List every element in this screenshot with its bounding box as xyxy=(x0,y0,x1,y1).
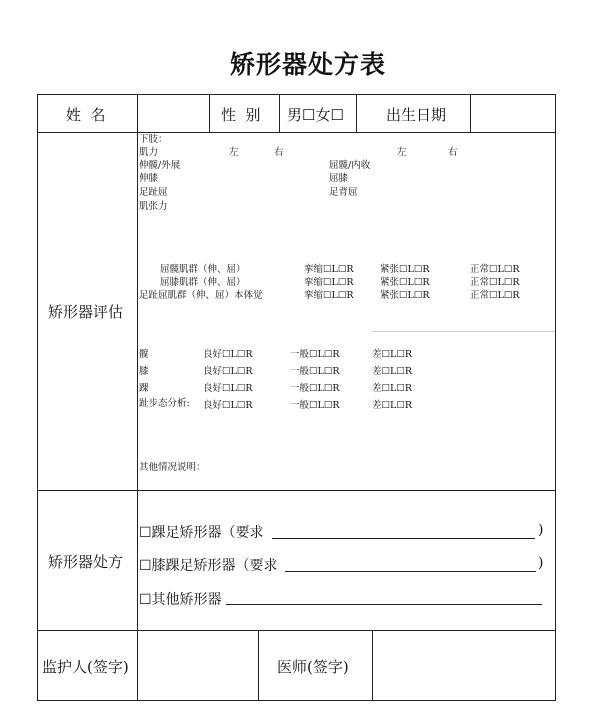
other-notes-label: 其他情况说明： xyxy=(139,462,206,473)
prescription-form-table xyxy=(37,94,556,701)
joint-row-knee-good[interactable]: 良好☐L☐R xyxy=(203,366,253,377)
strength-right-label-2: 右 xyxy=(448,147,458,158)
name-field[interactable] xyxy=(139,95,207,131)
tone-row-knee-tight[interactable]: 紧张☐L☐R xyxy=(380,277,430,288)
gender-label: 性 别 xyxy=(221,106,261,124)
tone-row-hip-tight[interactable]: 紧张☐L☐R xyxy=(380,264,430,275)
hip-flex-add-label: 屈髋/内收 xyxy=(329,160,371,171)
assessment-label: 矫形器评估 xyxy=(48,303,124,321)
doctor-signature-field[interactable] xyxy=(374,631,555,700)
joint-row-knee-fair[interactable]: 一般☐L☐R xyxy=(290,366,340,377)
hip-ext-abd-label: 伸髋/外展 xyxy=(139,160,181,171)
doctor-signature-label: 医师(签字) xyxy=(277,658,349,676)
knee-flex-label: 屈膝 xyxy=(329,173,349,184)
col-divider-birth-value xyxy=(470,94,471,132)
gender-options[interactable]: 男☐女☐ xyxy=(287,106,344,124)
name-label: 姓 名 xyxy=(66,106,106,124)
afo-option[interactable]: ☐踝足矫形器（要求 xyxy=(139,525,264,541)
tone-row-toe-muscle: 足趾屈肌群（伸、屈）本体觉 xyxy=(139,290,263,301)
thin-divider xyxy=(372,331,555,332)
joint-row-hip-label: 髋 xyxy=(139,349,149,360)
tone-row-hip-contracture[interactable]: 挛缩☐L☐R xyxy=(304,264,354,275)
tone-row-knee-normal[interactable]: 正常☐L☐R xyxy=(470,277,520,288)
other-orthosis-option[interactable]: ☐其他矫形器 xyxy=(139,592,222,608)
joint-row-gait-fair[interactable]: 一般☐L☐R xyxy=(290,400,340,411)
afo-requirement-line[interactable] xyxy=(272,538,535,539)
tone-row-knee-muscle: 屈膝肌群（伸、屈） xyxy=(160,277,246,288)
tone-row-hip-muscle: 屈髋肌群（伸、屈） xyxy=(160,264,246,275)
col-divider-gender-label xyxy=(209,94,210,132)
afo-close-paren: ) xyxy=(538,522,544,538)
col-divider-gender-value xyxy=(279,94,280,132)
guardian-signature-label: 监护人(签字) xyxy=(42,658,129,676)
row-divider-header xyxy=(37,132,556,133)
other-orthosis-line[interactable] xyxy=(226,604,542,605)
tone-row-toe-normal[interactable]: 正常☐L☐R xyxy=(470,290,520,301)
toe-flex-label: 足趾屈 xyxy=(139,187,168,198)
strength-right-label: 右 xyxy=(274,147,284,158)
joint-row-knee-poor[interactable]: 差☐L☐R xyxy=(372,366,412,377)
joint-row-ankle-fair[interactable]: 一般☐L☐R xyxy=(290,383,340,394)
ankle-dorsi-label: 足背屈 xyxy=(329,187,358,198)
tone-row-knee-contracture[interactable]: 挛缩☐L☐R xyxy=(304,277,354,288)
tone-row-toe-contracture[interactable]: 挛缩☐L☐R xyxy=(304,290,354,301)
joint-row-hip-fair[interactable]: 一般☐L☐R xyxy=(290,349,340,360)
strength-left-label-2: 左 xyxy=(397,147,407,158)
lower-limb-label: 下肢： xyxy=(139,134,168,145)
joint-row-gait-label: 趾步态分析: xyxy=(139,398,190,409)
joint-row-hip-poor[interactable]: 差☐L☐R xyxy=(372,349,412,360)
col-divider-birth-label xyxy=(356,94,357,132)
joint-row-ankle-good[interactable]: 良好☐L☐R xyxy=(203,383,253,394)
kafo-option[interactable]: ☐膝踝足矫形器（要求 xyxy=(139,558,278,574)
col-divider-doctor-value xyxy=(372,630,373,701)
joint-row-knee-label: 膝 xyxy=(139,366,149,377)
knee-ext-label: 伸膝 xyxy=(139,173,159,184)
col-divider-label xyxy=(137,94,138,701)
joint-row-ankle-label: 踝 xyxy=(139,383,149,394)
page-title: 矫形器处方表 xyxy=(229,50,386,79)
joint-row-ankle-poor[interactable]: 差☐L☐R xyxy=(372,383,412,394)
birth-date-label: 出生日期 xyxy=(386,106,447,124)
muscle-tone-label: 肌张力 xyxy=(139,201,168,212)
guardian-signature-field[interactable] xyxy=(139,631,257,700)
prescription-label: 矫形器处方 xyxy=(48,553,124,571)
col-divider-doctor-label xyxy=(258,630,259,701)
row-divider-assessment xyxy=(37,490,556,491)
birth-date-field[interactable] xyxy=(472,95,554,131)
tone-row-hip-normal[interactable]: 正常☐L☐R xyxy=(470,264,520,275)
tone-row-toe-tight[interactable]: 紧张☐L☐R xyxy=(380,290,430,301)
strength-label: 肌力 xyxy=(139,147,159,158)
joint-row-hip-good[interactable]: 良好☐L☐R xyxy=(203,349,253,360)
strength-left-label: 左 xyxy=(229,147,239,158)
joint-row-gait-poor[interactable]: 差☐L☐R xyxy=(372,400,412,411)
kafo-requirement-line[interactable] xyxy=(285,571,536,572)
kafo-close-paren: ) xyxy=(538,555,544,571)
joint-row-gait-good[interactable]: 良好☐L☐R xyxy=(203,400,253,411)
